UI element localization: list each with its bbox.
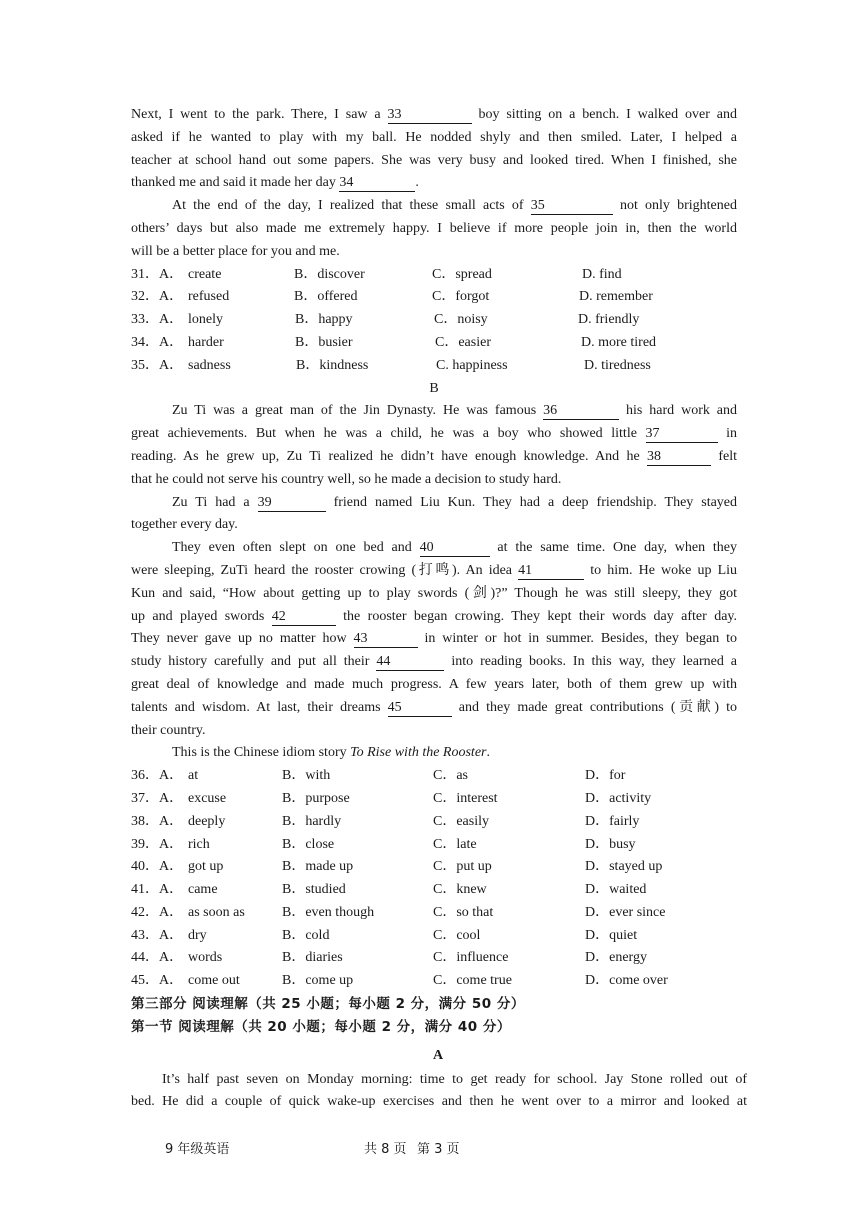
question-list-36-45 [131,765,737,993]
question-40: 40．A． got up B．made up C．put up D．stayed up [131,859,663,875]
blank-42: 42 [272,608,336,626]
passage-line: great achievements. But when he was a child, he was a boy who showed little 37 in [131,426,738,442]
question-34: 34．A． harder B．busier C．easier D. more tired [131,334,657,350]
question-32: 32．A． refused B．offered C．forgot D. remember [131,289,653,305]
passage-line: talents and wisdom. At last, their dreams 45 and they made great contributions (贡献) to [131,699,738,715]
question-43: 43．A． dry B．cold C．cool D．quiet [131,927,638,943]
question-31: 31．A． create B．discover C．spread D. find [131,266,622,282]
passage-line: Next, I went to the park. There, I saw a 33 boy sitting on a bench. I walked over and [131,107,738,122]
blank-37: 37 [646,425,718,443]
passage-line: At the end of the day, I realized that these small acts of 35 not only brightened [172,198,737,214]
passage-line: asked if he wanted to play with my ball. He nodded shyly and then smiled. Later, I helped a [131,129,737,145]
blank-40: 40 [420,539,490,557]
footer-subject: 9 年级英语 [165,1142,230,1157]
question-35: 35．A． sadness B．kindness C. happiness D. tiredness [131,357,651,373]
blank-43: 43 [354,630,418,648]
footer-page-current: 第 3 页 [417,1142,460,1157]
question-list-31-35 [131,264,737,378]
blank-45: 45 [388,699,452,717]
question-42: 42．A． as soon as B．even though C．so that D．ever since [131,904,666,920]
passage-line: It’s half past seven on Monday morning: time to get ready for school. Jay Stone rolled out of [162,1071,747,1087]
idiom-title: To Rise with the Rooster [350,745,487,761]
passage-line: bed. He did a couple of quick wake-up exercises and then he went over to a mirror and looked at [131,1094,747,1110]
passage-line: were sleeping, ZuTi heard the rooster crowing (打鸣). An idea 41 to him. He woke up Liu [131,562,738,578]
passage-line: Zu Ti was a great man of the Jin Dynasty. He was famous 36 his hard work and [172,403,738,419]
passage-line: They even often slept on one bed and 40 at the same time. One day, when they [172,540,738,556]
exam-page [131,104,747,1114]
passage-line: reading. As he grew up, Zu Ti realized he didn’t have enough knowledge. And he 38 felt [131,448,738,464]
passage-line: teacher at school hand out some papers. She was very busy and looked tired. When I finished, she [131,152,737,168]
blank-39: 39 [258,494,326,512]
question-41: 41．A． came B．studied C．knew D．waited [131,882,647,898]
blank-38: 38 [647,448,711,466]
question-33: 33．A． lonely B．happy C．noisy D. friendly [131,312,640,328]
passage-line: thanked me and said it made her day 34 . [131,175,419,191]
section-label-b: B [429,380,439,396]
passage-line: together every day. [131,517,238,533]
blank-41: 41 [518,562,584,580]
blank-44: 44 [376,653,444,671]
question-36: 36．A． at B．with C．as D．for [131,768,626,784]
passage-line: This is the Chinese idiom story To Rise with the Rooster. [172,745,490,761]
passage-line: their country. [131,722,206,738]
blank-34: 34 [339,174,415,192]
question-37: 37．A． excuse B．purpose C．interest D．activity [131,790,652,806]
blank-36: 36 [543,402,619,420]
passage-line: They never gave up no matter how 43 in winter or hot in summer. Besides, they began to [131,631,738,647]
passage-line: study history carefully and put all their 44 into reading books. In this way, they learned a [131,654,737,670]
section-label-a: A [432,1047,444,1063]
question-39: 39．A． rich B．close C．late D．busy [131,836,636,852]
part3-heading: 第三部分 阅读理解（共 25 小题；每小题 2 分，满分 50 分） [131,996,525,1013]
footer-page-total: 共 8 页 [364,1142,407,1157]
question-45: 45．A． come out B．come up C．come true D．come over [131,973,668,989]
passage-line: Zu Ti had a 39 friend named Liu Kun. They had a deep friendship. They stayed [172,494,738,510]
passage-line: great deal of knowledge and made much progress. A few years later, both of them grew up with [131,676,737,692]
passage-line: others’ days but also made me extremely happy. I believe if more people join in, then the world [131,220,737,236]
passage-line: Kun and said, “How about getting up to play swords (剑)?” Though he was still sleepy, they got [131,585,737,601]
section1-heading: 第一节 阅读理解（共 20 小题；每小题 2 分，满分 40 分） [131,1018,511,1035]
question-38: 38．A． deeply B．hardly C．easily D．fairly [131,813,640,829]
passage-line: will be a better place for you and me. [131,243,340,259]
blank-33: 33 [388,106,472,124]
blank-35: 35 [531,197,613,215]
question-44: 44．A． words B．diaries C．influence D．energy [131,950,647,966]
passage-line: that he could not serve his country well, so he made a decision to study hard. [131,471,562,487]
passage-line: up and played swords 42 the rooster began crowing. They kept their words day after day. [131,608,737,624]
